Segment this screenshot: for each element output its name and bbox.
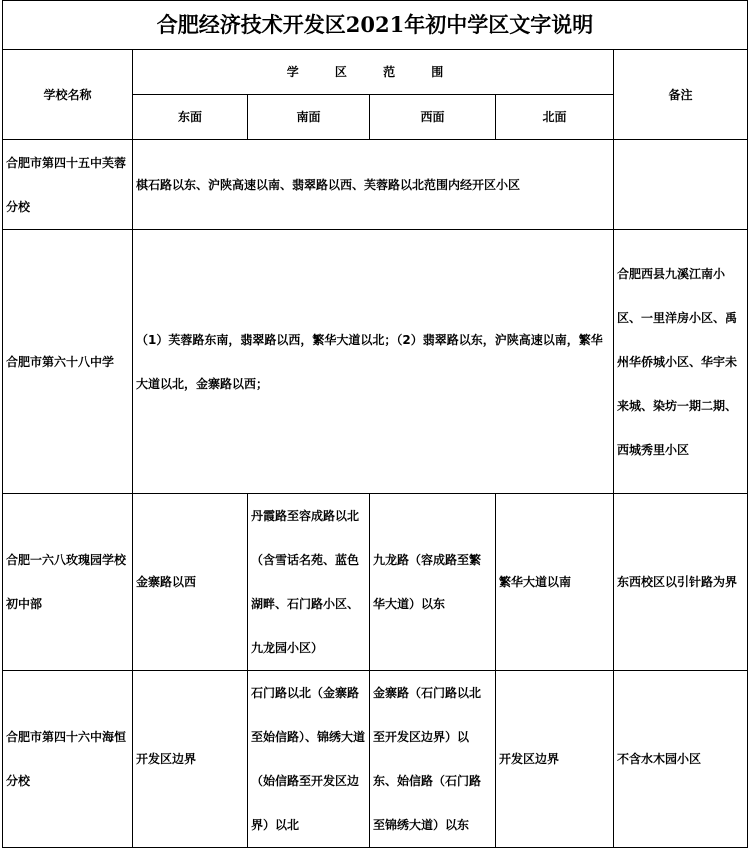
north-cell: 开发区边界: [496, 671, 614, 848]
school-name-cell: 合肥市第四十六中海恒分校: [3, 671, 133, 848]
table-row: [3, 494, 748, 671]
school-name-cell: 合肥一六八玫瑰园学校初中部: [3, 494, 133, 671]
range-cell: （1）芙蓉路东南，翡翠路以西，繁华大道以北；（2）翡翠路以东，沪陕高速以南，繁华大道以北，金寨路以西；: [133, 230, 614, 494]
remarks-cell: 合肥西县九溪江南小区、一里洋房小区、禹州华侨城小区、华宇未来城、染坊一期二期、西城秀里小区: [614, 230, 748, 494]
header-range: 学 区 范 围: [133, 50, 614, 95]
district-table: [2, 0, 748, 848]
east-cell: 金寨路以西: [133, 494, 248, 671]
south-cell: 石门路以北（金寨路至始信路）、锦绣大道（始信路至开发区边界）以北: [248, 671, 370, 848]
header-west: 西面: [370, 95, 496, 140]
remarks-cell: [614, 140, 748, 230]
north-cell: 繁华大道以南: [496, 494, 614, 671]
west-cell: 九龙路（容成路至繁华大道）以东: [370, 494, 496, 671]
table-row: [3, 671, 748, 848]
table-row: [3, 230, 748, 494]
header-remarks: 备注: [614, 50, 748, 140]
header-south: 南面: [248, 95, 370, 140]
school-name-cell: 合肥市第六十八中学: [3, 230, 133, 494]
remarks-cell: 东西校区以引针路为界: [614, 494, 748, 671]
table-row: [3, 140, 748, 230]
east-cell: 开发区边界: [133, 671, 248, 848]
page-title: 合肥经济技术开发区2021年初中学区文字说明: [3, 1, 748, 50]
remarks-cell: 不含水木园小区: [614, 671, 748, 848]
header-east: 东面: [133, 95, 248, 140]
south-cell: 丹霞路至容成路以北（含雪话名苑、蓝色湖畔、石门路小区、九龙园小区）: [248, 494, 370, 671]
west-cell: 金寨路（石门路以北至开发区边界）以东、始信路（石门路至锦绣大道）以东: [370, 671, 496, 848]
header-north: 北面: [496, 95, 614, 140]
header-school-name: 学校名称: [3, 50, 133, 140]
range-cell: 棋石路以东、沪陕高速以南、翡翠路以西、芙蓉路以北范围内经开区小区: [133, 140, 614, 230]
school-name-cell: 合肥市第四十五中芙蓉分校: [3, 140, 133, 230]
